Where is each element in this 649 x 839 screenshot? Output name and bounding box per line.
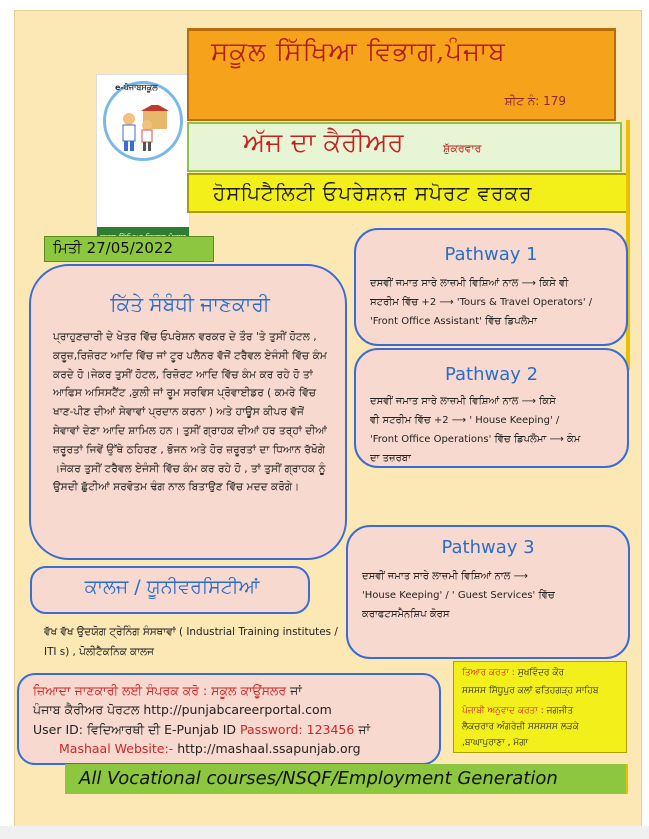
career-of-day-box (187, 122, 622, 172)
logo-ring-text: e-ਪੰਜਾਬਸਕੂਲ (115, 83, 158, 92)
job-title: ਹੋਸਪਿਟੈਲਿਟੀ ਓਪਰੇਸ਼ਨਜ਼ ਸਪੋਰਟ ਵਰਕਰ (213, 181, 533, 205)
mashaal-label: Mashaal Website:- (59, 741, 174, 756)
colleges-body: ਵੱਖ ਵੱਖ ਉਦਯੋਗ ਟ੍ਰੇਨਿੰਗ ਸੰਸਥਾਵਾਂ ( Industrial Training institutes / ITI s) , ਪੋਲੀਟੈਕਨਿਕ ਕਾਲਜ (44, 626, 338, 658)
occupation-info-title: ਕਿੱਤੇ ਸੰਬੰਧੀ ਜਾਣਕਾਰੀ (110, 292, 270, 316)
footer-text: All Vocational courses/NSQF/Employment Generation (79, 768, 558, 789)
translator-line (462, 706, 573, 716)
contact-line-4 (59, 741, 361, 756)
pathway-1-body (370, 274, 620, 331)
translator-name: ਜਗਜੀਤ (546, 706, 574, 716)
pathway-1-title: Pathway 1 (444, 244, 538, 265)
date-box (44, 236, 214, 262)
page-bottom-strip (0, 826, 649, 839)
colleges-title: ਕਾਲਜ / ਯੂਨੀਵਰਸਿਟੀਆਂ (84, 576, 260, 598)
pathway-1-line: ਸਟਰੀਮ ਵਿੱਚ +2 ⟶ 'Tours & Travel Operators' / (370, 297, 593, 308)
translator-school: ਲੈਕਚਰਾਰ ਅੰਗਰੇਜ਼ੀ ਸਸਸਸਸ ਲੜਕੇ (462, 722, 579, 732)
sheet-number: ਸ਼ੀਟ ਨੰ: 179 (504, 94, 566, 108)
department-header (187, 28, 616, 121)
prepared-by-school: ਸਸਸਸ ਸਿੱਧੂਪੁਰ ਕਲਾਂ ਫਤਿਹਗੜ੍ਹ ਸਾਹਿਬ (462, 686, 599, 696)
pathway-2-line: ਦਾ ਤਜ਼ਰਬਾ (370, 453, 411, 464)
department-title: ਸਕੂਲ ਸਿੱਖਿਆ ਵਿਭਾਗ,ਪੰਜਾਬ (211, 37, 506, 67)
or-label: ਜਾਂ (290, 683, 302, 698)
contact-line-3 (33, 722, 370, 738)
pathway-2-title: Pathway 2 (444, 364, 539, 385)
pathway-2-line: 'Front Office Operations' ਵਿੱਚ ਡਿਪਲੋਮਾ ⟶ ਕੰਮ (370, 434, 581, 445)
mashaal-link[interactable]: http://mashaal.ssapunjab.org (177, 741, 361, 756)
occupation-info-body: ਪ੍ਰਾਹੁਣਚਾਰੀ ਦੇ ਖੇਤਰ ਵਿੱਚ ਓਪਰੇਸ਼ਨ ਵਰਕਰ ਦੇ ਤੌਰ 'ਤੇ ਤੁਸੀਂ ਹੋਟਲ , ਕਰੂਜ਼,ਰਿਜ਼ੋਰਟ ਆਦਿ ਵਿੱਚ ਜਾਂ ਟੂਰ ਪਲੈਨਰ ਵੱਜੋਂ ਟਰੈਵਲ ਏਜੰਸੀ ਵਿੱਚ ਕੰਮ ਕਰਦੇ ਹੋ।ਜੇਕਰ ਤੁਸੀਂ ਹੋਟਲ, ਰਿਜ਼ੋਰਟ ਆਦਿ ਵਿੱਚ ਕੰਮ ਕਰ ਰਹੇ ਹੋ ਤਾਂ ਆਫਿਸ ਅਸਿਸਟੈਂਟ ,ਕੁਲੀ ਜਾਂ ਰੂਮ ਸਰਵਿਸ ਪ੍ਰੋਵਾਈਡਰ ( ਕਮਰੇ ਵਿੱਚ ਖਾਣ-ਪੀਣ ਦੀਆਂ ਸੇਵਾਵਾਂ ਪ੍ਰਦਾਨ ਕਰਨਾ ) ਅਤੇ ਹਾਊਸ ਕੀਪਰ ਵੱਜੋਂ ਸੇਵਾਵਾਂ ਦੇਣਾ ਆਦਿ ਸ਼ਾਮਿਲ ਹਨ। ਤੁਸੀਂ ਗ੍ਰਾਹਕ ਦੀਆਂ ਹਰ ਤਰ੍ਹਾਂ ਦੀਆਂ ਜ਼ਰੂਰਤਾਂ ਜਿਵੇਂ ਉੱਥੇ ਠਹਿਰਣ , ਭੋਜਨ ਅਤੇ ਹੋਰ ਜ਼ਰੂਰਤਾਂ ਦਾ ਧਿਆਨ ਰੱਖੋਗੇ ।ਜੇਕਰ ਤੁਸੀਂ ਟਰੈਵਲ ਏਜੰਸੀ ਵਿੱਚ ਕੰਮ ਕਰ ਰਹੇ ਹੋ , ਤਾਂ ਤੁਸੀਂ ਗ੍ਰਾਹਕ ਨੂੰ ਉਸਦੀ ਛੁੱਟੀਆਂ ਸਰਵੋਤਮ ਢੰਗ ਨਾਲ ਬਿਤਾਉਣ ਵਿੱਚ ਮਦਦ ਕਰੋਗੇ। (53, 331, 327, 494)
pathway-3-line: ਕਰਾਫਟਸਮੈਨਸ਼ਿਪ ਕੋਰਸ (362, 609, 450, 620)
user-id-label: User ID: ਵਿਦਿਆਰਥੀ ਦੀ E-Punjab ID (33, 722, 237, 737)
pathway-2-line: ਵੀ ਸਟਰੀਮ ਵਿੱਚ +2 ⟶ ' House Keeping' / (370, 415, 560, 426)
contact-line-1 (33, 683, 302, 699)
career-of-day-title: ਅੱਜ ਦਾ ਕੈਰੀਅਰ (243, 128, 404, 158)
pathway-3-title: Pathway 3 (441, 537, 535, 558)
career-portal-link[interactable]: ਪੰਜਾਬ ਕੈਰੀਅਰ ਪੋਰਟਲ http://punjabcareerportal.com (33, 702, 332, 717)
contact-info-box (17, 673, 441, 765)
pathway-3-line: ਦਸਵੀਂ ਜਮਾਤ ਸਾਰੇ ਲਾਜ਼ਮੀ ਵਿਸ਼ਿਆਂ ਨਾਲ ⟶ (362, 571, 528, 582)
date-text: ਮਿਤੀ 27/05/2022 (53, 239, 174, 257)
students-illustration-icon (117, 105, 169, 153)
job-title-box (187, 173, 628, 213)
e-punjab-school-logo (96, 74, 190, 256)
translator-location: ,ਬਾਘਾਪੁਰਾਣਾ , ਮੋਗਾ (462, 738, 529, 748)
prepared-by-line (462, 668, 564, 678)
pathway-2-body (370, 392, 620, 468)
pathway-1-line: ਦਸਵੀਂ ਜਮਾਤ ਸਾਰੇ ਲਾਜ਼ਮੀ ਵਿਸ਼ਿਆਂ ਨਾਲ ⟶ ਕਿਸੇ ਵੀ (370, 278, 569, 289)
career-day: ਸ਼ੁੱਕਰਵਾਰ (443, 142, 482, 155)
pathway-1-box (354, 228, 628, 346)
translator-label: ਪੰਜਾਬੀ ਅਨੁਵਾਦ ਕਰਤਾ : (462, 706, 544, 716)
pathway-1-line: 'Front Office Assistant' ਵਿੱਚ ਡਿਪਲੋਮਾ (370, 316, 537, 327)
pathway-3-line: 'House Keeping' / ' Guest Services' ਵਿੱਚ (362, 590, 555, 601)
footer-banner (65, 764, 628, 794)
pathway-2-line: ਦਸਵੀਂ ਜਮਾਤ ਸਾਰੇ ਲਾਜ਼ਮੀ ਵਿਸ਼ਿਆਂ ਨਾਲ ⟶ ਕਿਸੇ (370, 396, 556, 407)
pathway-3-body (362, 567, 612, 624)
school-counsellor-label: ਸਕੂਲ ਕਾਊਂਸਲਰ (211, 683, 287, 698)
prepared-by-label: ਤਿਆਰ ਕਰਤਾ : (462, 668, 515, 678)
prepared-by-name: ਸੁਖਵਿੰਦਰ ਕੌਰ (517, 668, 565, 678)
pathway-3-box (346, 525, 630, 659)
credits-box (453, 661, 627, 753)
pathway-2-box (354, 348, 629, 468)
colleges-title-box (30, 566, 310, 614)
or-label: ਜਾਂ (358, 722, 371, 737)
password-label: Password: 123456 (240, 722, 355, 737)
occupation-info-box (29, 264, 347, 560)
contact-heading: ਜ਼ਿਆਦਾ ਜਾਣਕਾਰੀ ਲਈ ਸੰਪਰਕ ਕਰੋ : (33, 683, 208, 698)
